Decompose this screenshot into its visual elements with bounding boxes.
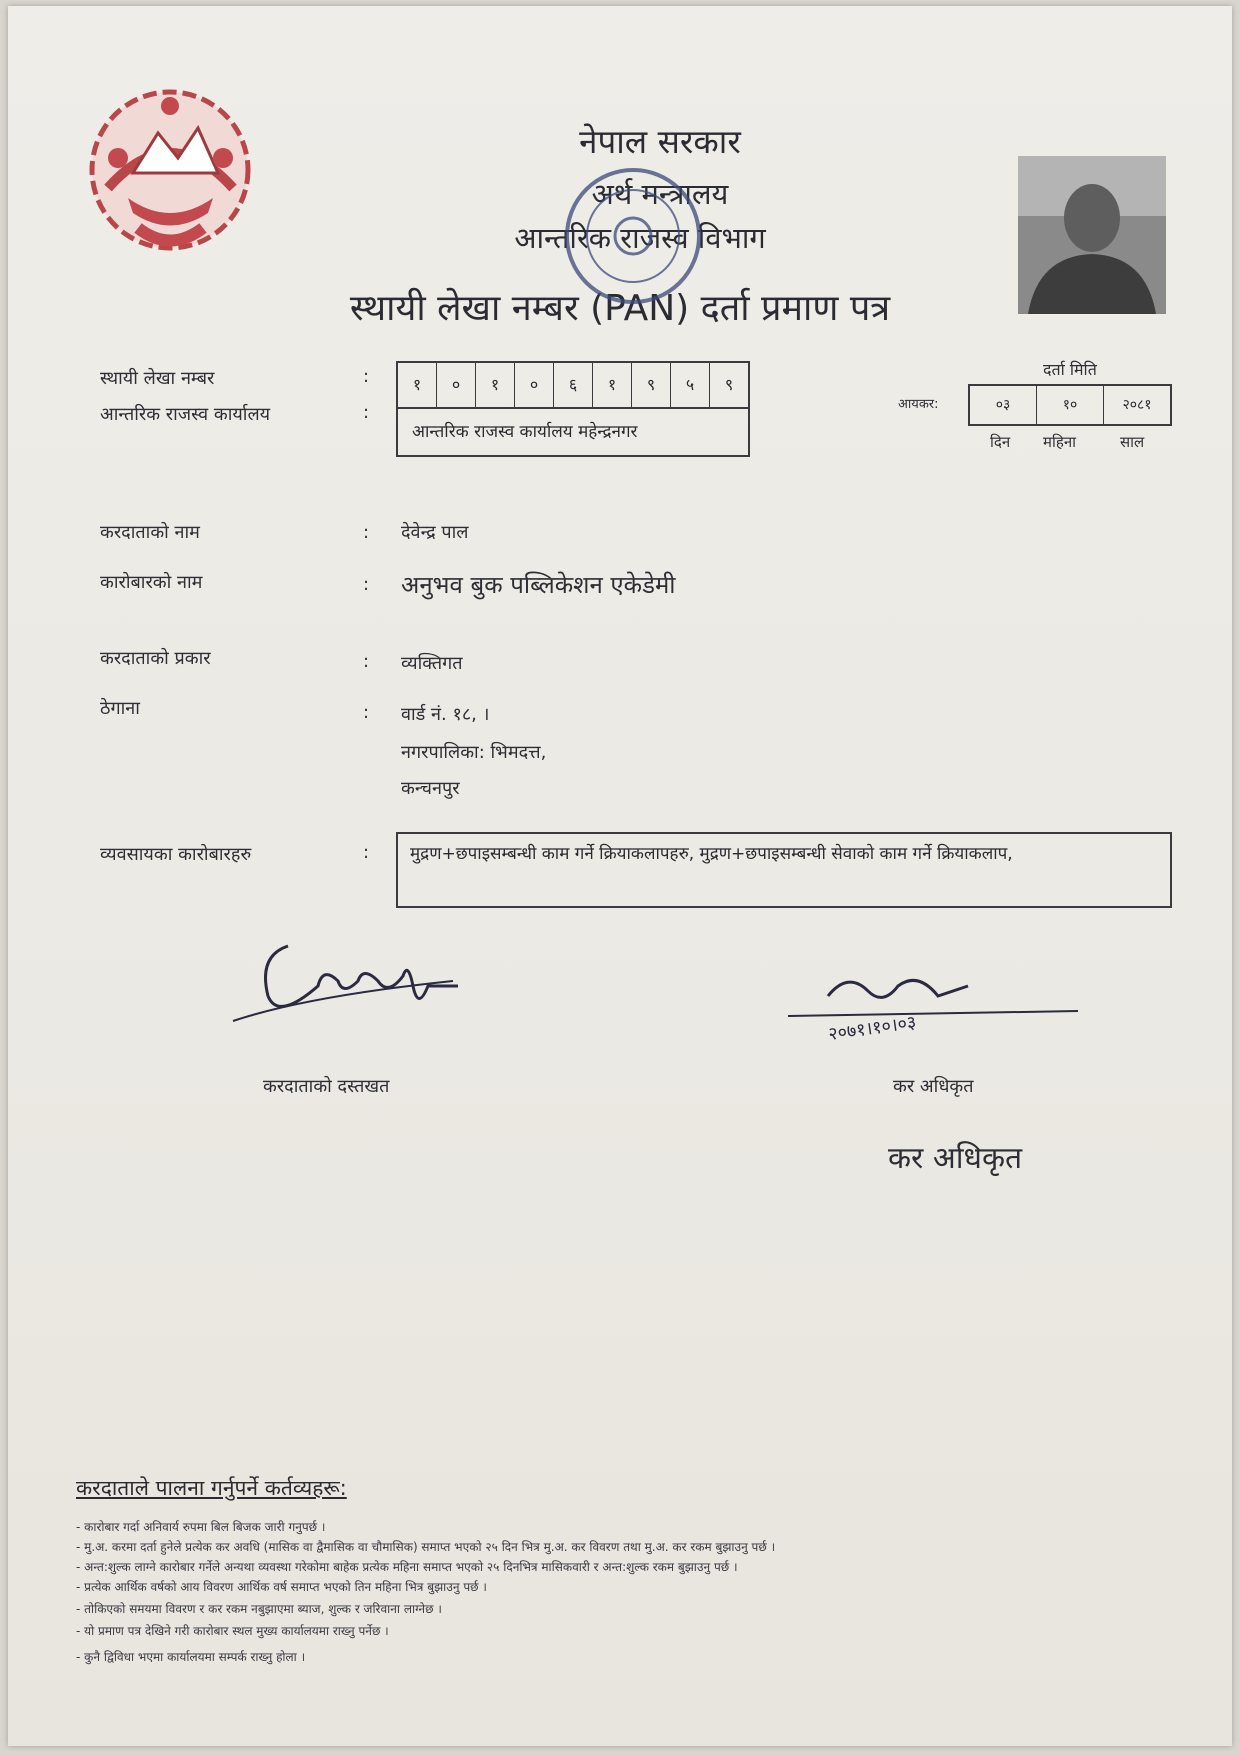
taxpayer-type-label: करदाताको प्रकार xyxy=(100,648,211,669)
registration-date-prefix: आयकर: xyxy=(898,397,939,412)
date-day-label: दिन xyxy=(990,433,1011,451)
address-line2: नगरपालिका: भिमदत्त, xyxy=(401,742,547,763)
business-name: अनुभव बुक पब्लिकेशन एकेडेमी xyxy=(401,571,676,599)
date-month: १० xyxy=(1037,386,1104,424)
taxpayer-type: व्यक्तिगत xyxy=(401,653,463,674)
business-activities: मुद्रण+छपाइसम्बन्धी काम गर्ने क्रियाकलापहरु, मुद्रण+छपाइसम्बन्धी सेवाको काम गर्ने क्रियाकलाप, xyxy=(396,832,1172,908)
colon: : xyxy=(363,402,370,423)
office-value: आन्तरिक राजस्व कार्यालय महेन्द्रनगर xyxy=(412,422,638,442)
taxpayer-signature-label: करदाताको दस्तखत xyxy=(263,1076,390,1097)
ministry-title: अर्थ मन्त्रालय xyxy=(591,177,729,211)
duty-item: - कारोबार गर्दा अनिवार्य रुपमा बिल बिजक जारी गनुपर्छ । xyxy=(76,1520,326,1534)
pan-digit: १ xyxy=(476,363,515,407)
duty-item: - प्रत्येक आर्थिक वर्षको आय विवरण आर्थिक वर्ष समाप्त भएको तिन महिना भित्र बुझाउनु पर्छ । xyxy=(76,1580,487,1594)
colon: : xyxy=(363,522,370,543)
pan-label: स्थायी लेखा नम्बर xyxy=(100,368,215,389)
date-day: ०३ xyxy=(970,386,1037,424)
colon: : xyxy=(363,842,370,863)
certificate-title: स्थायी लेखा नम्बर (PAN) दर्ता प्रमाण पत्र xyxy=(349,288,891,329)
officer-sign-date: २०७१।१०।०३ xyxy=(827,1011,918,1046)
taxpayer-photo xyxy=(1018,156,1166,314)
department-title: आन्तरिक राजस्व विभाग xyxy=(514,221,766,255)
colon: : xyxy=(363,702,370,723)
address-label: ठेगाना xyxy=(100,698,140,719)
address-line1: वार्ड नं. १८, । xyxy=(401,704,490,725)
pan-digit: १ xyxy=(398,363,437,407)
pan-digit: ९ xyxy=(632,363,671,407)
certificate-sheet xyxy=(8,6,1232,1746)
taxpayer-name-label: करदाताको नाम xyxy=(100,522,200,543)
officer-title-large: कर अधिकृत xyxy=(888,1141,1023,1176)
duties-heading: करदाताले पालना गर्नुपर्ने कर्तव्यहरू: xyxy=(76,1476,347,1500)
pan-digit: १ xyxy=(593,363,632,407)
date-month-label: महिना xyxy=(1043,433,1077,451)
registration-date-label: दर्ता मिति xyxy=(1043,360,1097,379)
duty-item: - मु.अ. करमा दर्ता हुनेले प्रत्येक कर अवधि (मासिक वा द्वैमासिक वा चौमासिक) समाप्त भएको २५ दिन भित्र मु.अ. कर विवरण तथा मु.अ. कर रकम बुझाउनु पर्छ । xyxy=(76,1540,776,1554)
duty-item: - अन्त:शुल्क लाग्ने कारोबार गर्नेले अन्यथा व्यवस्था गरेकोमा बाहेक प्रत्येक महिना समाप्त भएको २५ दिनभित्र मासिकवारी र अन्त:शुल्क रकम बुझाउनु पर्छ । xyxy=(76,1560,738,1574)
govt-title: नेपाल सरकार xyxy=(579,122,741,161)
pan-digits xyxy=(398,363,748,409)
duty-item: - तोकिएको समयमा विवरण र कर रकम नबुझाएमा ब्याज, शुल्क र जरिवाना लाग्नेछ । xyxy=(76,1602,442,1616)
colon: : xyxy=(363,651,370,672)
office-label: आन्तरिक राजस्व कार्यालय xyxy=(100,404,271,425)
office-stamp-icon xyxy=(553,156,713,316)
duty-item: - कुनै द्विविधा भएमा कार्यालयमा सम्पर्क राख्नु होला । xyxy=(76,1650,306,1664)
colon: : xyxy=(363,574,370,595)
duty-item: - यो प्रमाण पत्र देखिने गरी कारोबार स्थल मुख्य कार्यालयमा राख्नु पर्नेछ । xyxy=(76,1624,389,1638)
registration-date-box xyxy=(968,384,1172,426)
colon: : xyxy=(363,366,370,387)
address-line3: कन्चनपुर xyxy=(401,778,460,799)
business-name-label: कारोबारको नाम xyxy=(100,572,203,593)
pan-digit: ० xyxy=(437,363,476,407)
taxpayer-name: देवेन्द्र पाल xyxy=(401,522,469,543)
date-year: २०८१ xyxy=(1122,397,1152,413)
pan-digit: ९ xyxy=(724,375,734,394)
pan-box xyxy=(396,361,750,457)
officer-signature-label: कर अधिकृत xyxy=(893,1076,974,1097)
pan-digit: ६ xyxy=(554,363,593,407)
date-year-label: साल xyxy=(1120,433,1145,451)
pan-digit: ० xyxy=(515,363,554,407)
pan-digit: ५ xyxy=(671,363,710,407)
taxpayer-signature-icon xyxy=(228,926,468,1036)
business-activities-label: व्यवसायका कारोबारहरु xyxy=(100,844,252,865)
